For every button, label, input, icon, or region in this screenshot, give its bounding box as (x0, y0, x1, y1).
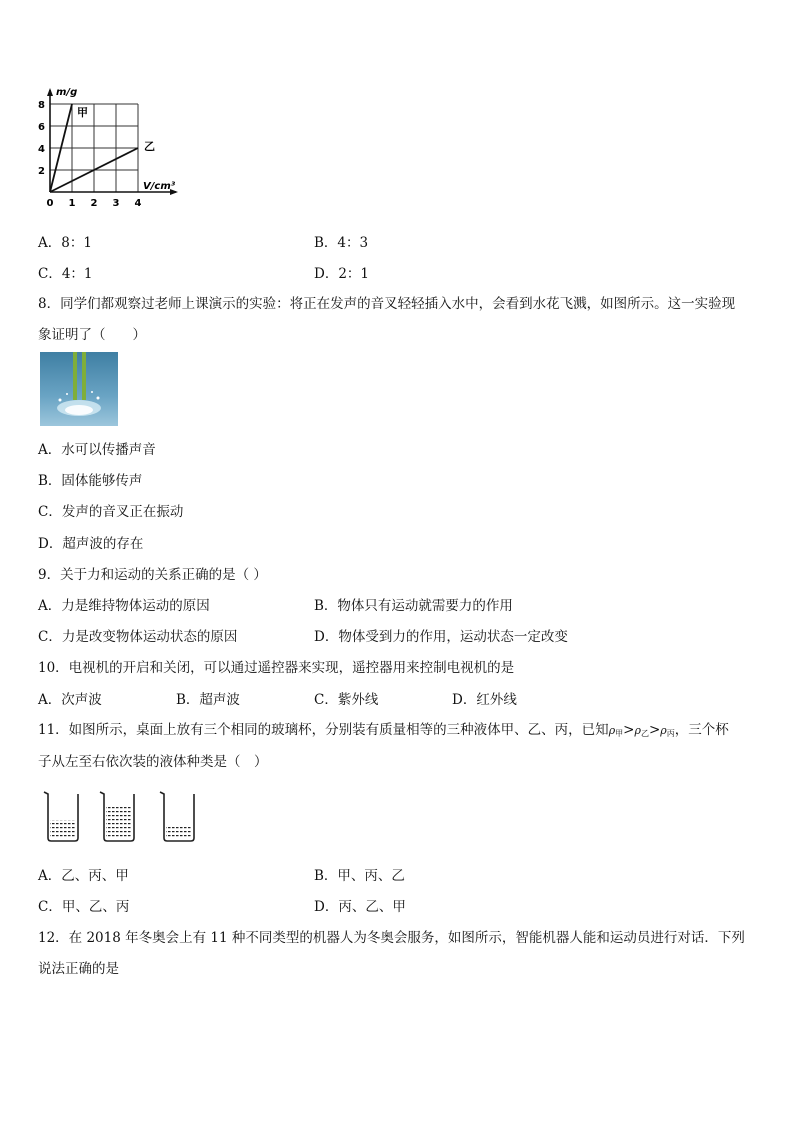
beaker-left (44, 792, 78, 841)
beaker-right (160, 792, 194, 841)
q10-option-d[interactable]: D．红外线 (452, 692, 517, 708)
rho-symbol: ρ (634, 724, 641, 737)
q7-option-b[interactable]: B．4：3 (314, 235, 369, 251)
mass-volume-chart (30, 82, 190, 214)
x-tick-label: 2 (90, 198, 98, 209)
y-tick-label: 2 (38, 166, 45, 177)
beaker-middle (100, 792, 134, 841)
q10-stem: 10．电视机的开启和关闭，可以通过遥控器来实现，遥控器用来控制电视机的是 (38, 660, 515, 676)
y-tick-label: 8 (38, 100, 45, 111)
q8-stem-line2: 象证明了（ ） (38, 327, 146, 343)
rho-symbol: ρ (660, 724, 667, 737)
q8-option-a[interactable]: A．水可以传播声音 (38, 442, 156, 458)
x-tick-label: 3 (112, 198, 120, 209)
q8-stem-line1: 8．同学们都观察过老师上课演示的实验：将正在发声的音叉轻轻插入水中，会看到水花飞溅，如图所示。这一实验现 (38, 296, 736, 312)
q10-option-a[interactable]: A．次声波 (38, 692, 102, 708)
y-tick-label: 4 (38, 144, 45, 155)
chart-y-axis-label: m/g (56, 87, 78, 98)
q9-option-d[interactable]: D．物体受到力的作用，运动状态一定改变 (314, 629, 568, 645)
chart-x-axis-label: V/cm³ (143, 181, 176, 192)
q11-option-c[interactable]: C．甲、乙、丙 (38, 899, 130, 915)
x-tick-label: 4 (134, 198, 142, 209)
subscript-yi: 乙 (640, 729, 649, 738)
greater-than: > (648, 722, 661, 738)
q10-option-b[interactable]: B．超声波 (176, 692, 240, 708)
q7-option-c[interactable]: C．4：1 (38, 266, 93, 282)
q8-option-c[interactable]: C．发声的音叉正在振动 (38, 504, 184, 520)
q9-option-c[interactable]: C．力是改变物体运动状态的原因 (38, 629, 238, 645)
chart-grid (50, 104, 138, 192)
q12-stem-line2: 说法正确的是 (38, 961, 119, 977)
series-label: 乙 (144, 140, 155, 153)
subscript-bing: 丙 (666, 729, 675, 738)
tuning-fork-water-photo (40, 352, 118, 426)
three-beakers-figure (40, 786, 200, 844)
subscript-jia: 甲 (615, 729, 624, 738)
y-axis-arrow (47, 88, 53, 96)
x-tick-label: 0 (46, 198, 54, 209)
x-tick-label: 1 (68, 198, 76, 209)
y-tick-label: 6 (38, 122, 45, 133)
q7-option-d[interactable]: D．2：1 (314, 266, 370, 282)
q8-option-d[interactable]: D．超声波的存在 (38, 536, 144, 552)
q11-option-b[interactable]: B．甲、丙、乙 (314, 868, 405, 884)
q11-stem-line1 (38, 718, 729, 739)
q9-stem: 9．关于力和运动的关系正确的是（ ） (38, 567, 267, 583)
rho-symbol: ρ (608, 724, 616, 737)
series-label: 甲 (77, 106, 88, 119)
q9-option-a[interactable]: A．力是维持物体运动的原因 (38, 598, 210, 614)
q10-option-c[interactable]: C．紫外线 (314, 692, 379, 708)
greater-than: > (623, 722, 635, 738)
q7-option-a[interactable]: A．8：1 (38, 235, 92, 251)
q8-option-b[interactable]: B．固体能够传声 (38, 473, 143, 489)
q11-stem-post: ，三个杯 (674, 722, 729, 738)
q11-option-d[interactable]: D．丙、乙、甲 (314, 899, 406, 915)
q11-stem-line2: 子从左至右依次装的液体种类是（ ） (38, 754, 268, 770)
q9-option-b[interactable]: B．物体只有运动就需要力的作用 (314, 598, 513, 614)
q11-stem-pre: 11．如图所示，桌面上放有三个相同的玻璃杯，分别装有质量相等的三种液体甲、乙、丙，已知 (38, 722, 609, 738)
q12-stem-line1: 12．在 2018 年冬奥会上有 11 种不同类型的机器人为冬奥会服务，如图所示，智能机器人能和运动员进行对话．下列 (38, 930, 745, 946)
q11-option-a[interactable]: A．乙、丙、甲 (38, 868, 129, 884)
